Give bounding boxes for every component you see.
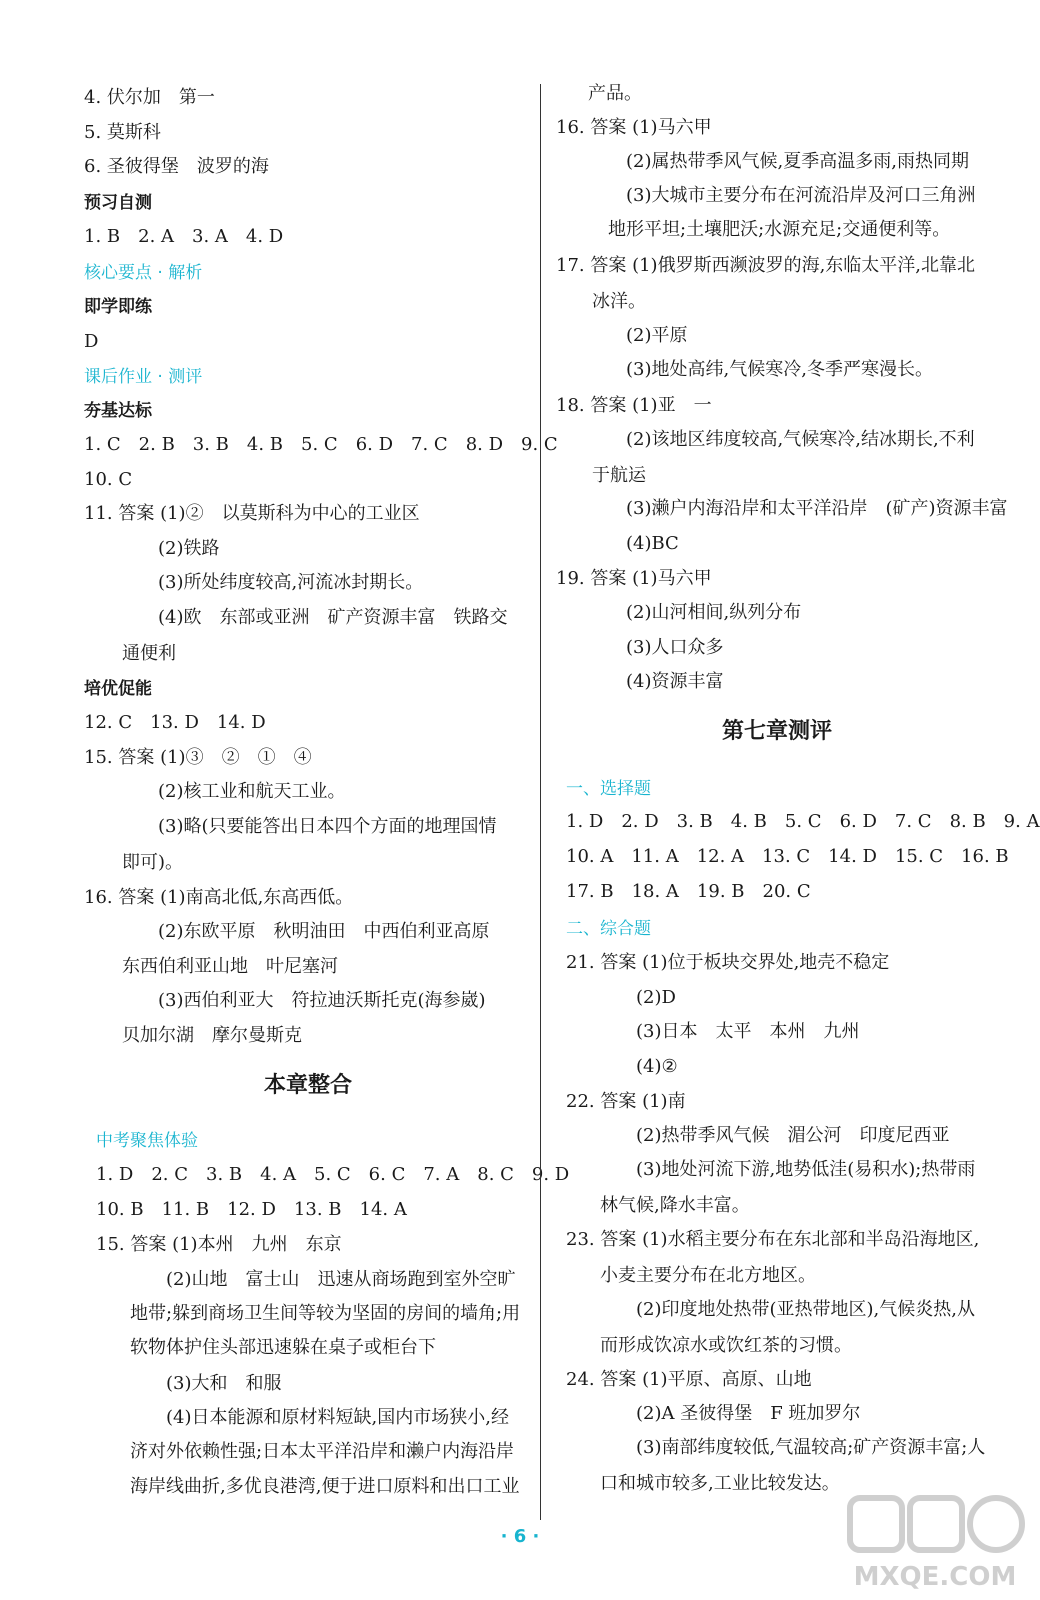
answer-line: 1. D 2. D 3. B 4. B 5. C 6. D 7. C 8. B 9. A: [566, 811, 1040, 832]
section-heading: 中考聚焦体验: [96, 1131, 198, 1151]
section-heading: 预习自测: [84, 193, 152, 213]
answer-line: 冰洋。: [592, 291, 646, 312]
answer-line: 口和城市较多,工业比较发达。: [600, 1473, 840, 1494]
answer-line: D: [84, 331, 99, 352]
answer-line: 5. 莫斯科: [84, 122, 161, 143]
answer-line: (2)平原: [626, 325, 688, 346]
answer-line: 16. 答案 (1)马六甲: [556, 117, 712, 138]
answer-line: (2)铁路: [158, 538, 220, 559]
answer-line: 15. 答案 (1)③ ② ① ④: [84, 747, 312, 768]
answer-line: (3)大和 和服: [166, 1373, 282, 1394]
answer-line: (3)日本 太平 本州 九州: [636, 1021, 860, 1042]
answer-line: 地形平坦;土壤肥沃;水源充足;交通便利等。: [608, 219, 951, 240]
section-heading: 即学即练: [84, 297, 152, 317]
answer-line: 通便利: [122, 643, 176, 664]
answer-line: 10. B 11. B 12. D 13. B 14. A: [96, 1199, 407, 1220]
answer-line: 1. C 2. B 3. B 4. B 5. C 6. D 7. C 8. D 9. C: [84, 434, 558, 455]
answer-line: 产品。: [588, 83, 642, 104]
answer-line: 10. A 11. A 12. A 13. C 14. D 15. C 16. B: [566, 846, 1009, 867]
answer-line: 小麦主要分布在北方地区。: [600, 1265, 816, 1286]
answer-line: (2)D: [636, 987, 676, 1008]
right-column: [548, 0, 1040, 1600]
answer-line: (2)该地区纬度较高,气候寒冷,结冰期长,不利: [626, 429, 975, 450]
page-number: · 6 ·: [500, 1526, 540, 1547]
section-heading: 一、选择题: [566, 779, 651, 799]
answer-line: 16. 答案 (1)南高北低,东高西低。: [84, 887, 354, 908]
answer-line: (2)属热带季风气候,夏季高温多雨,雨热同期: [626, 151, 969, 172]
answer-line: 17. 答案 (1)俄罗斯西濒波罗的海,东临太平洋,北靠北: [556, 255, 976, 276]
answer-line: 1. D 2. C 3. B 4. A 5. C 6. C 7. A 8. C 9. D: [96, 1164, 570, 1185]
answer-line: 贝加尔湖 摩尔曼斯克: [122, 1025, 302, 1046]
answer-line: (2)核工业和航天工业。: [158, 781, 346, 802]
answer-line: (3)濑户内海沿岸和太平洋沿岸 (矿产)资源丰富: [626, 498, 1008, 519]
answer-line: 即可)。: [122, 852, 184, 873]
answer-line: (2)山地 富士山 迅速从商场跑到室外空旷: [166, 1269, 516, 1290]
answer-line: 海岸线曲折,多优良港湾,便于进口原料和出口工业: [130, 1476, 520, 1497]
answer-line: 18. 答案 (1)亚 一: [556, 395, 712, 416]
answer-line: (3)南部纬度较低,气温较高;矿产资源丰富;人: [636, 1437, 986, 1458]
section-heading: 夯基达标: [84, 401, 152, 421]
answer-line: 19. 答案 (1)马六甲: [556, 568, 712, 589]
answer-line: (3)地处河流下游,地势低洼(易积水);热带雨: [636, 1159, 976, 1180]
answer-line: 1. B 2. A 3. A 4. D: [84, 226, 284, 247]
section-heading: 培优促能: [84, 679, 152, 699]
answer-line: 东西伯利亚山地 叶尼塞河: [122, 956, 338, 977]
answer-line: 济对外依赖性强;日本太平洋沿岸和濑户内海沿岸: [130, 1441, 515, 1462]
answer-line: 而形成饮凉水或饮红茶的习惯。: [600, 1335, 852, 1356]
answer-line: (4)资源丰富: [626, 671, 724, 692]
answer-line: 12. C 13. D 14. D: [84, 712, 266, 733]
answer-line: (3)地处高纬,气候寒冷,冬季严寒漫长。: [626, 359, 933, 380]
answer-line: 23. 答案 (1)水稻主要分布在东北部和半岛沿海地区,: [566, 1229, 980, 1250]
answer-line: (3)大城市主要分布在河流沿岸及河口三角洲: [626, 185, 976, 206]
answer-line: (2)山河相间,纵列分布: [626, 602, 802, 623]
answer-line: (4)日本能源和原材料短缺,国内市场狭小,经: [166, 1407, 509, 1428]
answer-line: 21. 答案 (1)位于板块交界处,地壳不稳定: [566, 952, 890, 973]
watermark-text: MXQE.COM: [853, 1562, 1017, 1592]
column-divider: [540, 84, 541, 1520]
answer-line: (3)略(只要能答出日本四个方面的地理国情: [158, 816, 497, 837]
answer-line: (2)A 圣彼得堡 F 班加罗尔: [636, 1403, 861, 1424]
answer-line: 地带;躲到商场卫生间等较为坚固的房间的墙角;用: [130, 1303, 521, 1324]
answer-line: 11. 答案 (1)② 以莫斯科为中心的工业区: [84, 503, 420, 524]
answer-line: 22. 答案 (1)南: [566, 1091, 686, 1112]
watermark-logo: [840, 1490, 1030, 1595]
answer-line: (3)人口众多: [626, 637, 724, 658]
answer-line: 17. B 18. A 19. B 20. C: [566, 881, 811, 902]
answer-line: 24. 答案 (1)平原、高原、山地: [566, 1369, 812, 1390]
answer-line: (2)热带季风气候 湄公河 印度尼西亚: [636, 1125, 950, 1146]
answer-line: (3)所处纬度较高,河流冰封期长。: [158, 572, 424, 593]
answer-line: (4)欧 东部或亚洲 矿产资源丰富 铁路交: [158, 607, 508, 628]
chapter-title: 第七章测评: [722, 719, 833, 744]
answer-line: 4. 伏尔加 第一: [84, 87, 215, 108]
answer-line: (2)印度地处热带(亚热带地区),气候炎热,从: [636, 1299, 975, 1320]
section-heading: 核心要点 · 解析: [84, 263, 203, 283]
answer-line: 15. 答案 (1)本州 九州 东京: [96, 1234, 342, 1255]
answer-line: 6. 圣彼得堡 波罗的海: [84, 156, 269, 177]
answer-line: (4)BC: [626, 533, 679, 554]
answer-line: (2)东欧平原 秋明油田 中西伯利亚高原: [158, 921, 490, 942]
section-heading: 课后作业 · 测评: [84, 367, 203, 387]
chapter-title: 本章整合: [264, 1073, 353, 1098]
answer-line: (3)西伯利亚大 符拉迪沃斯托克(海参崴): [158, 990, 486, 1011]
answer-line: (4)②: [636, 1056, 678, 1077]
section-heading: 二、综合题: [566, 919, 651, 939]
answer-line: 10. C: [84, 469, 133, 490]
answer-line: 林气候,降水丰富。: [600, 1195, 750, 1216]
answer-line: 于航运: [592, 465, 646, 486]
answer-line: 软物体护住头部迅速躲在桌子或柜台下: [130, 1337, 436, 1358]
